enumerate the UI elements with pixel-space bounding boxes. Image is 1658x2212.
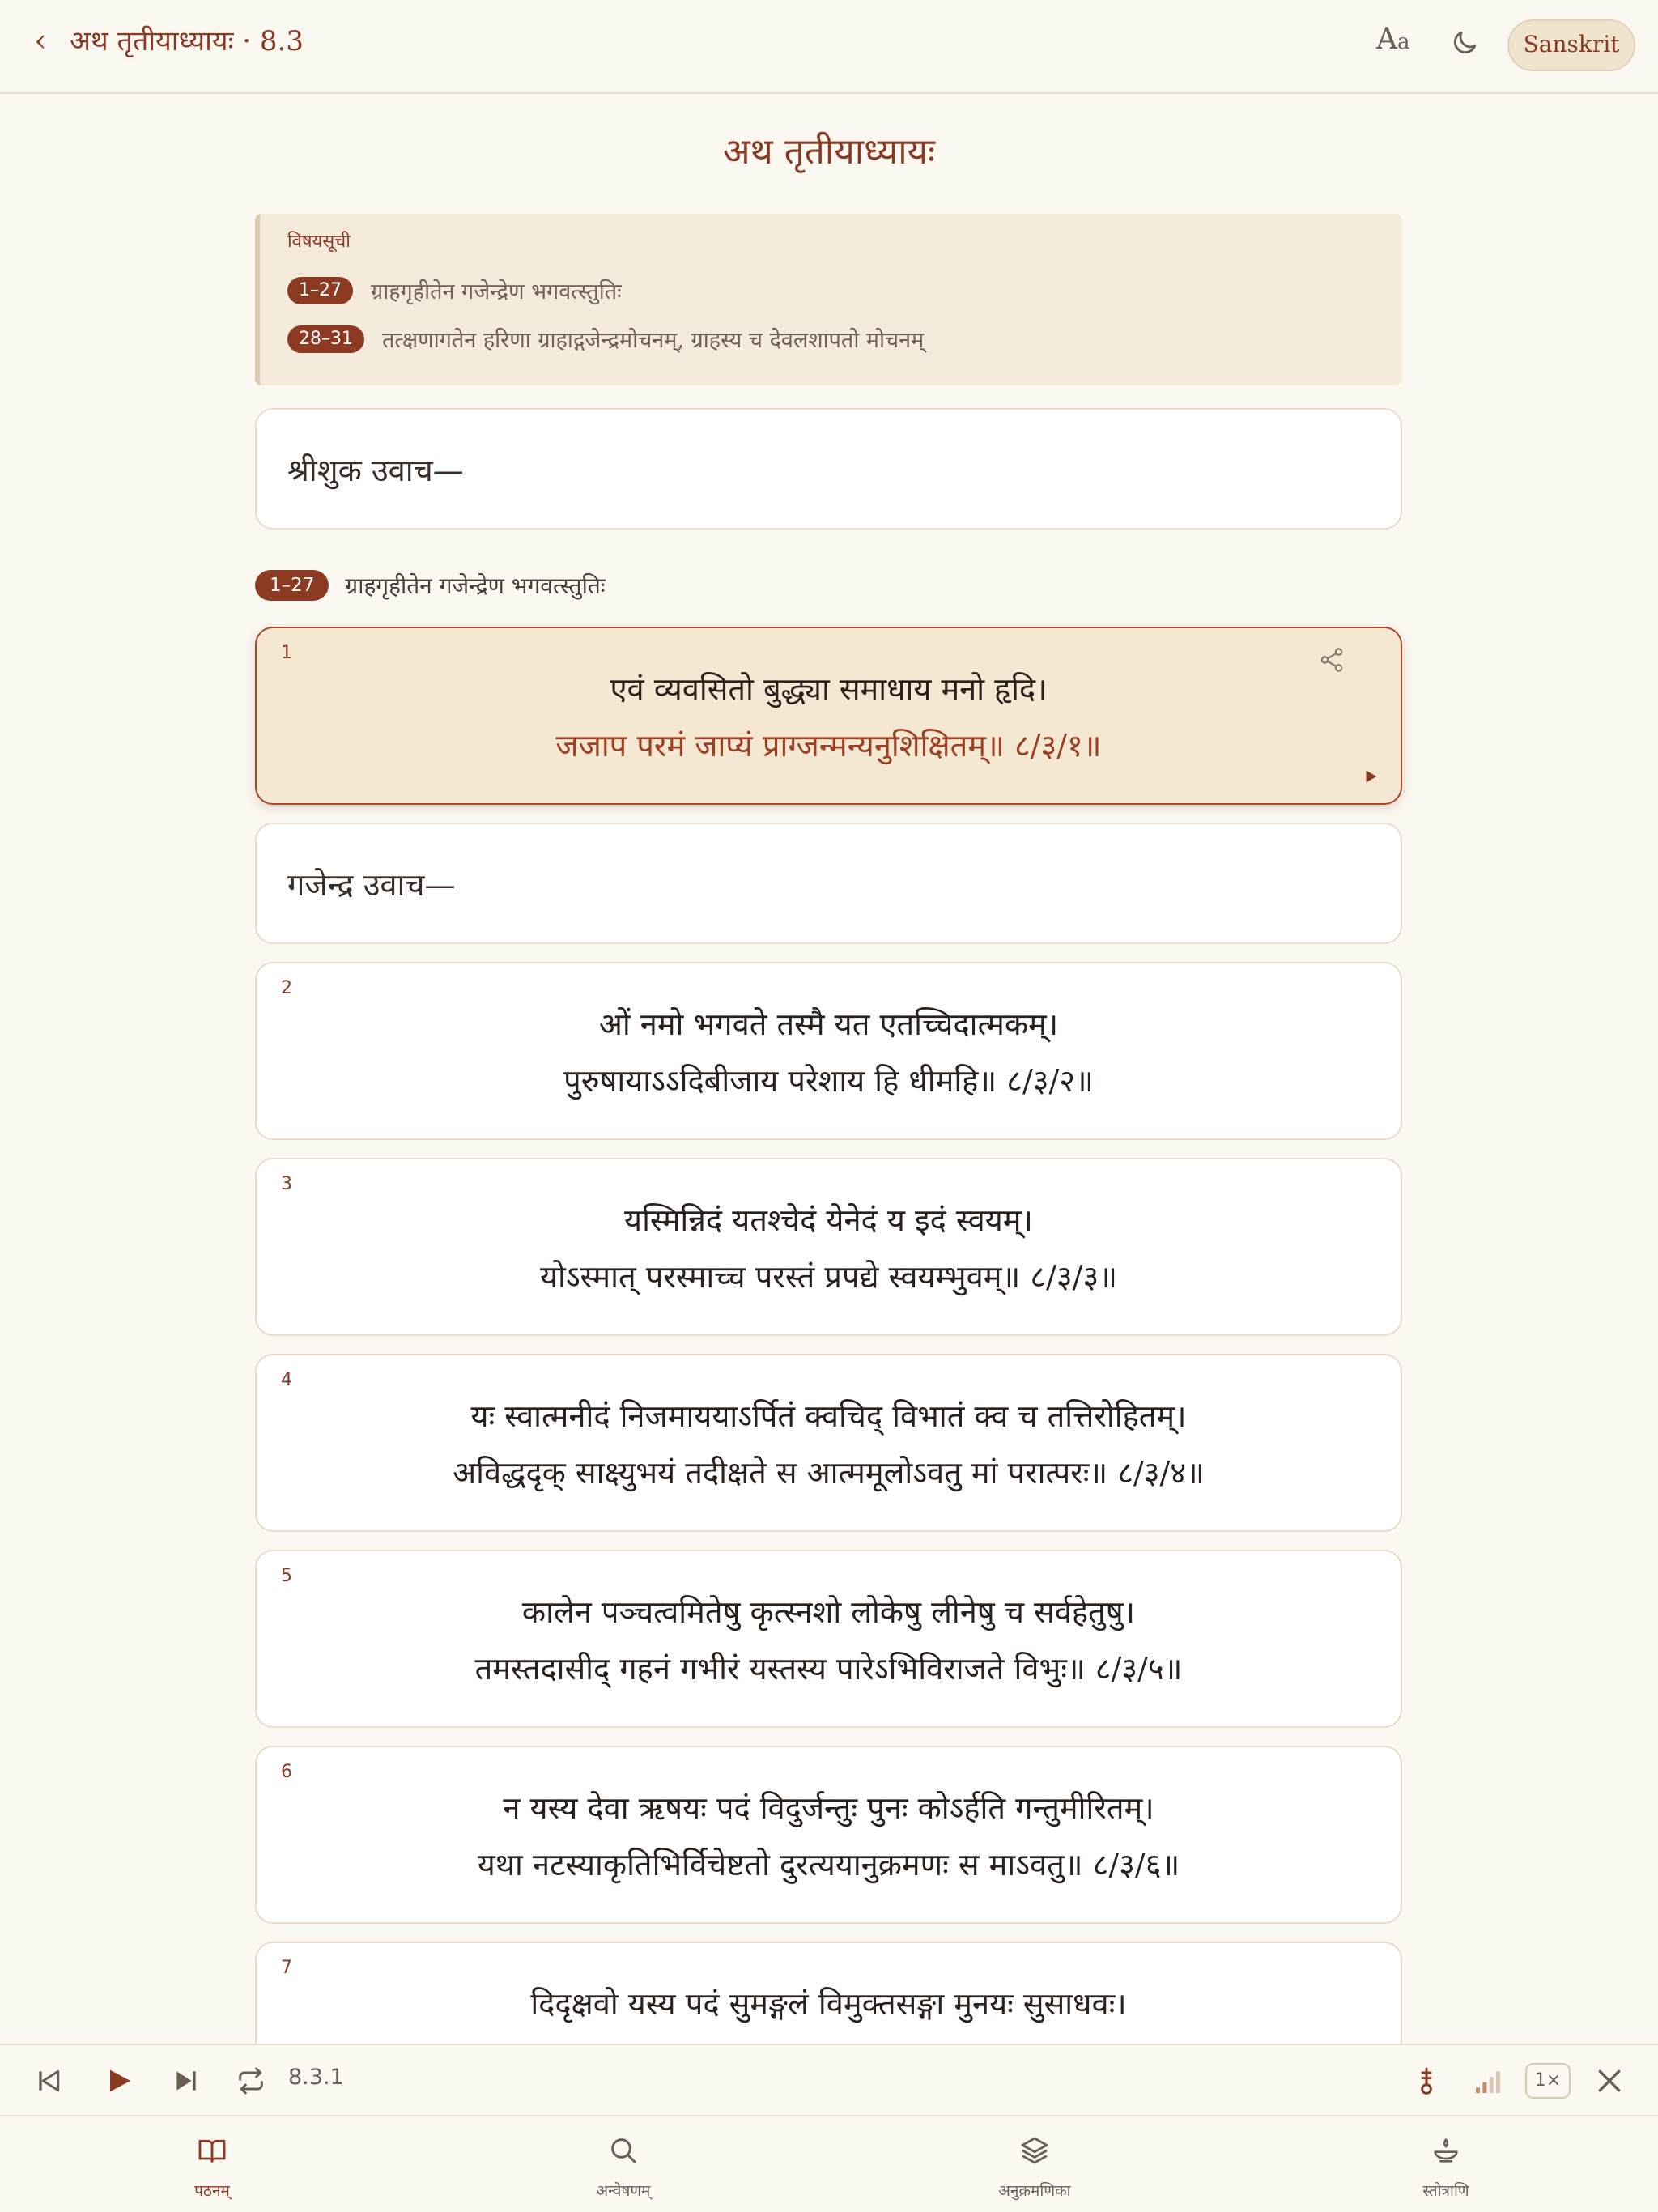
play-icon[interactable] — [102, 2065, 134, 2097]
range-badge: 1–27 — [255, 570, 329, 601]
nav-item-search[interactable] — [542, 2116, 704, 2212]
nav-label: पठनम् — [194, 2182, 230, 2200]
verse-line-1: कालेन पञ्चत्वमितेषु कृत्स्नशो लोकेषु लीनेषु च सर्वहेतुषु। — [521, 1594, 1136, 1630]
verse-card[interactable] — [255, 1550, 1402, 1728]
speed-button[interactable]: 1× — [1525, 2063, 1571, 2099]
bottom-nav — [0, 2115, 1658, 2212]
verse-line-1: ओं नमो भगवते तस्मै यत एतच्चिदात्मकम्। — [598, 1006, 1059, 1042]
verse-line-1: एवं व्यवसितो बुद्ध्या समाधाय मनो हृदि। — [610, 671, 1048, 707]
contents-item[interactable] — [287, 275, 622, 305]
audio-reference: 8.3.1 — [288, 2065, 344, 2090]
verse-number: 5 — [281, 1566, 292, 1586]
book-icon — [196, 2134, 228, 2167]
nav-item-index[interactable] — [954, 2116, 1116, 2212]
verse-line-2: योऽस्मात् परस्माच्च परस्तं प्रपद्ये स्वयम्भुवम्॥ ८/३/३॥ — [539, 1259, 1117, 1295]
nav-item-read[interactable] — [131, 2116, 293, 2212]
verse-card-active[interactable] — [255, 627, 1402, 805]
nav-label: अनुक्रमणिका — [998, 2182, 1071, 2200]
speaker-label: गजेन्द्र उवाच— — [287, 867, 456, 903]
chapter-title: अथ तृतीयाध्यायः — [722, 131, 936, 172]
verse-line-1: दिदृक्षवो यस्य पदं सुमङ्गलं विमुक्तसङ्गा मुनयः सुसाधवः। — [530, 1986, 1127, 2022]
range-badge: 28–31 — [287, 325, 364, 353]
verse-number: 4 — [281, 1370, 292, 1390]
section-title: ग्राहगृहीतेन गजेन्द्रेण भगवत्स्तुतिः — [345, 572, 606, 599]
play-icon[interactable] — [1362, 768, 1380, 785]
verse-card[interactable] — [255, 962, 1402, 1140]
verse-line-2: पुरुषायाऽऽदिबीजाय परेशाय हि धीमहि॥ ८/३/२॥ — [563, 1063, 1094, 1099]
moon-icon[interactable] — [1449, 28, 1480, 58]
contents-box — [255, 214, 1402, 385]
section-header — [255, 570, 606, 601]
skip-previous-icon[interactable] — [32, 2065, 65, 2097]
range-badge: 1–27 — [287, 277, 353, 304]
repeat-icon[interactable] — [235, 2065, 267, 2097]
language-button[interactable]: Sanskrit — [1507, 19, 1635, 71]
speaker-label: श्रीशुक उवाच— — [287, 453, 464, 488]
layers-icon — [1018, 2134, 1051, 2167]
verse-number: 6 — [281, 1762, 292, 1782]
speaker-card — [255, 823, 1402, 944]
verse-card[interactable] — [255, 1746, 1402, 1924]
verse-line-2: तमस्तदासीद् गहनं गभीरं यस्तस्य पारेऽभिविराजते विभुः॥ ८/३/५॥ — [474, 1651, 1183, 1687]
signal-bars-icon[interactable] — [1472, 2065, 1504, 2097]
close-icon[interactable] — [1593, 2065, 1626, 2097]
chevron-left-icon[interactable]: ‹ — [34, 23, 47, 58]
verse-number: 7 — [281, 1958, 292, 1978]
verse-number: 1 — [281, 643, 292, 663]
contents-item-label: तत्क्षणागतेन हरिणा ग्राहाद्गजेन्द्रमोचनम्, ग्राहस्य च देवलशापतो मोचनम् — [382, 328, 925, 353]
top-bar — [0, 0, 1658, 94]
verse-line-2: यथा नटस्याकृतिभिर्विचेष्टतो दुरत्ययानुक्रमणः स माऽवतु॥ ८/३/६॥ — [477, 1847, 1180, 1882]
tuning-icon[interactable] — [1410, 2065, 1443, 2097]
speaker-card — [255, 408, 1402, 530]
verse-line-2: जजाप परमं जाप्यं प्राग्जन्मन्यनुशिक्षितम्॥ ८/३/१॥ — [555, 728, 1102, 764]
verse-line-1: यः स्वात्मनीदं निजमाययाऽर्पितं क्वचिद् विभातं क्व च तत्तिरोहितम्। — [470, 1398, 1187, 1434]
contents-item[interactable] — [287, 324, 924, 354]
contents-heading: विषयसूची — [287, 232, 351, 252]
verse-card[interactable] — [255, 1354, 1402, 1532]
audio-player — [0, 2044, 1658, 2115]
font-size-button[interactable]: Aa — [1376, 23, 1410, 56]
nav-label: अन्वेषणम् — [596, 2182, 651, 2200]
verse-line-2: अविद्धदृक् साक्ष्युभयं तदीक्षते स आत्ममूलोऽवतु मां परात्परः॥ ८/३/४॥ — [453, 1455, 1205, 1491]
verse-card[interactable] — [255, 1158, 1402, 1336]
nav-label: स्तोत्राणि — [1422, 2182, 1469, 2200]
page-title[interactable]: अथ तृतीयाध्यायः · 8.3 — [70, 25, 304, 57]
nav-item-stotras[interactable] — [1365, 2116, 1527, 2212]
contents-item-label: ग्राहगृहीतेन गजेन्द्रेण भगवत्स्तुतिः — [371, 279, 622, 304]
verse-line-1: यस्मिन्निदं यतश्चेदं येनेदं य इदं स्वयम्। — [624, 1202, 1033, 1238]
verse-number: 3 — [281, 1174, 292, 1194]
lamp-icon — [1430, 2134, 1462, 2167]
search-icon — [607, 2134, 640, 2167]
skip-next-icon[interactable] — [170, 2065, 202, 2097]
verse-number: 2 — [281, 978, 292, 998]
verse-line-1: न यस्य देवा ऋषयः पदं विदुर्जन्तुः पुनः कोऽर्हति गन्तुमीरितम्। — [503, 1790, 1154, 1826]
